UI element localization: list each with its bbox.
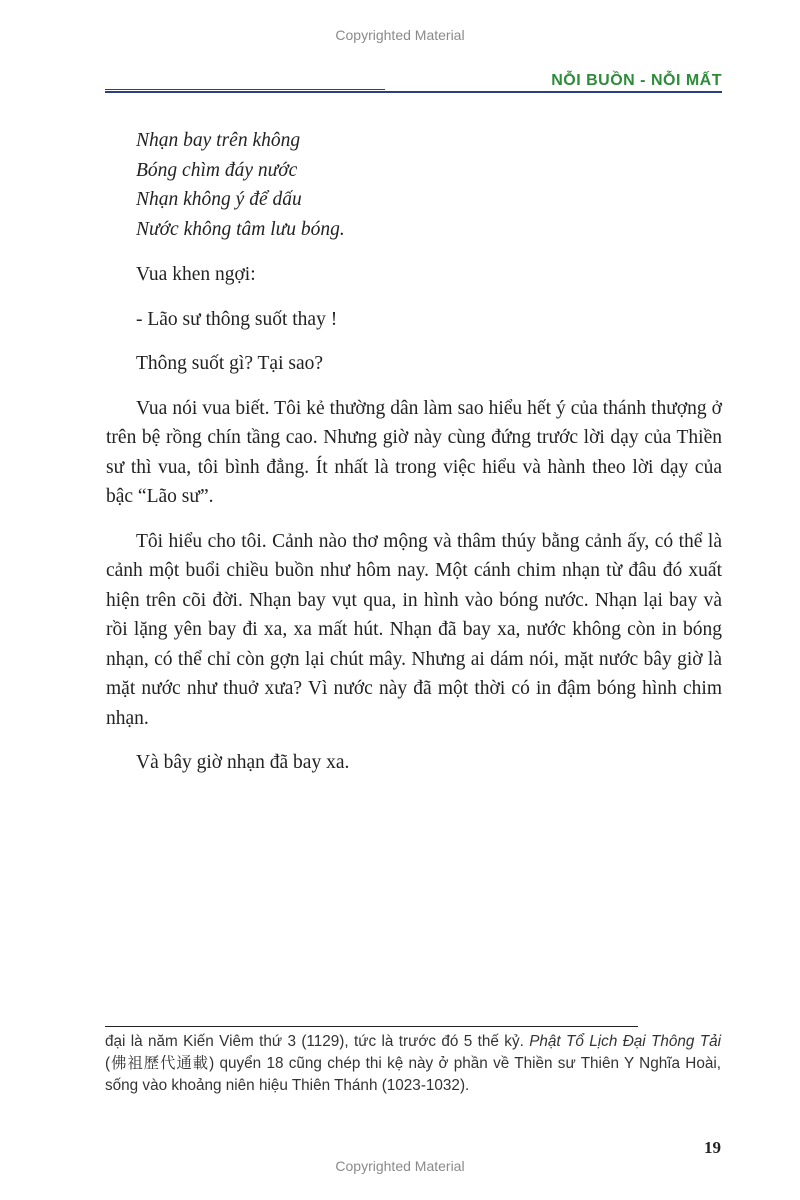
paragraph: Và bây giờ nhạn đã bay xa. (136, 752, 350, 773)
paragraph: Thông suốt gì? Tại sao? (136, 353, 324, 374)
paragraph: Tôi hiểu cho tôi. Cảnh nào thơ mộng và thâm thúy bằng cảnh ấy, có thể là cảnh một buổi chiều buồn như hôm nay. Một cánh chim nhạn từ đâu đó xuất hiện trên cõi đời. Nhạn bay vụt qua, in hình vào bóng nước. Nhạn lại bay và rồi lặng yên bay đi xa, xa mất hút. Nhạn đã bay xa, nước không còn in bóng nhạn, có thể chỉ còn gợn lại chút mây. Nhưng ai dám nói, mặt nước bây giờ là mặt nước như thuở xưa? Vì nước này đã một thời có in đậm bóng hình chim nhạn. (106, 530, 722, 729)
footnote (105, 1031, 721, 1097)
poem-line: Nước không tâm lưu bóng. (136, 218, 345, 240)
poem-line: Bóng chìm đáy nước (136, 159, 298, 181)
paragraph: Vua khen ngợi: (136, 264, 256, 285)
copyright-watermark-bottom: Copyrighted Material (335, 1158, 465, 1174)
footnote-text: (佛祖歷代通載) quyển 18 cũng chép thi kệ này ở phần về Thiền sư Thiên Y Nghĩa Hoài, sống vào khoảng niên hiệu Thiên Thánh (1023-1032). (105, 1055, 721, 1094)
footnote-book-title: Phật Tổ Lịch Đại Thông Tải (529, 1033, 721, 1050)
paragraph: Vua nói vua biết. Tôi kẻ thường dân làm sao hiểu hết ý của thánh thượng ở trên bệ rồng chín tầng cao. Nhưng giờ này cùng đứng trước lời dạy của Thiền sư thì vua, tôi bình đẳng. Ít nhất là trong việc hiểu và hành theo lời dạy của bậc “Lão sư”. (106, 397, 722, 507)
poem-line: Nhạn bay trên không (136, 130, 301, 151)
paragraph: - Lão sư thông suốt thay ! (136, 308, 338, 330)
running-header-title: NỖI BUỒN - NỖI MẤT (551, 72, 722, 89)
header-rule-thin (105, 89, 385, 90)
header-rule (105, 91, 722, 93)
copyright-watermark-top: Copyrighted Material (335, 27, 465, 43)
poem-line: Nhạn không ý để dấu (136, 189, 302, 210)
page-number: 19 (704, 1138, 721, 1157)
poem (106, 126, 722, 244)
footnote-rule (105, 1026, 638, 1027)
footnote-text: đại là năm Kiến Viêm thứ 3 (1129), tức là trước đó 5 thế kỷ. (105, 1033, 530, 1050)
body-text (106, 126, 722, 793)
